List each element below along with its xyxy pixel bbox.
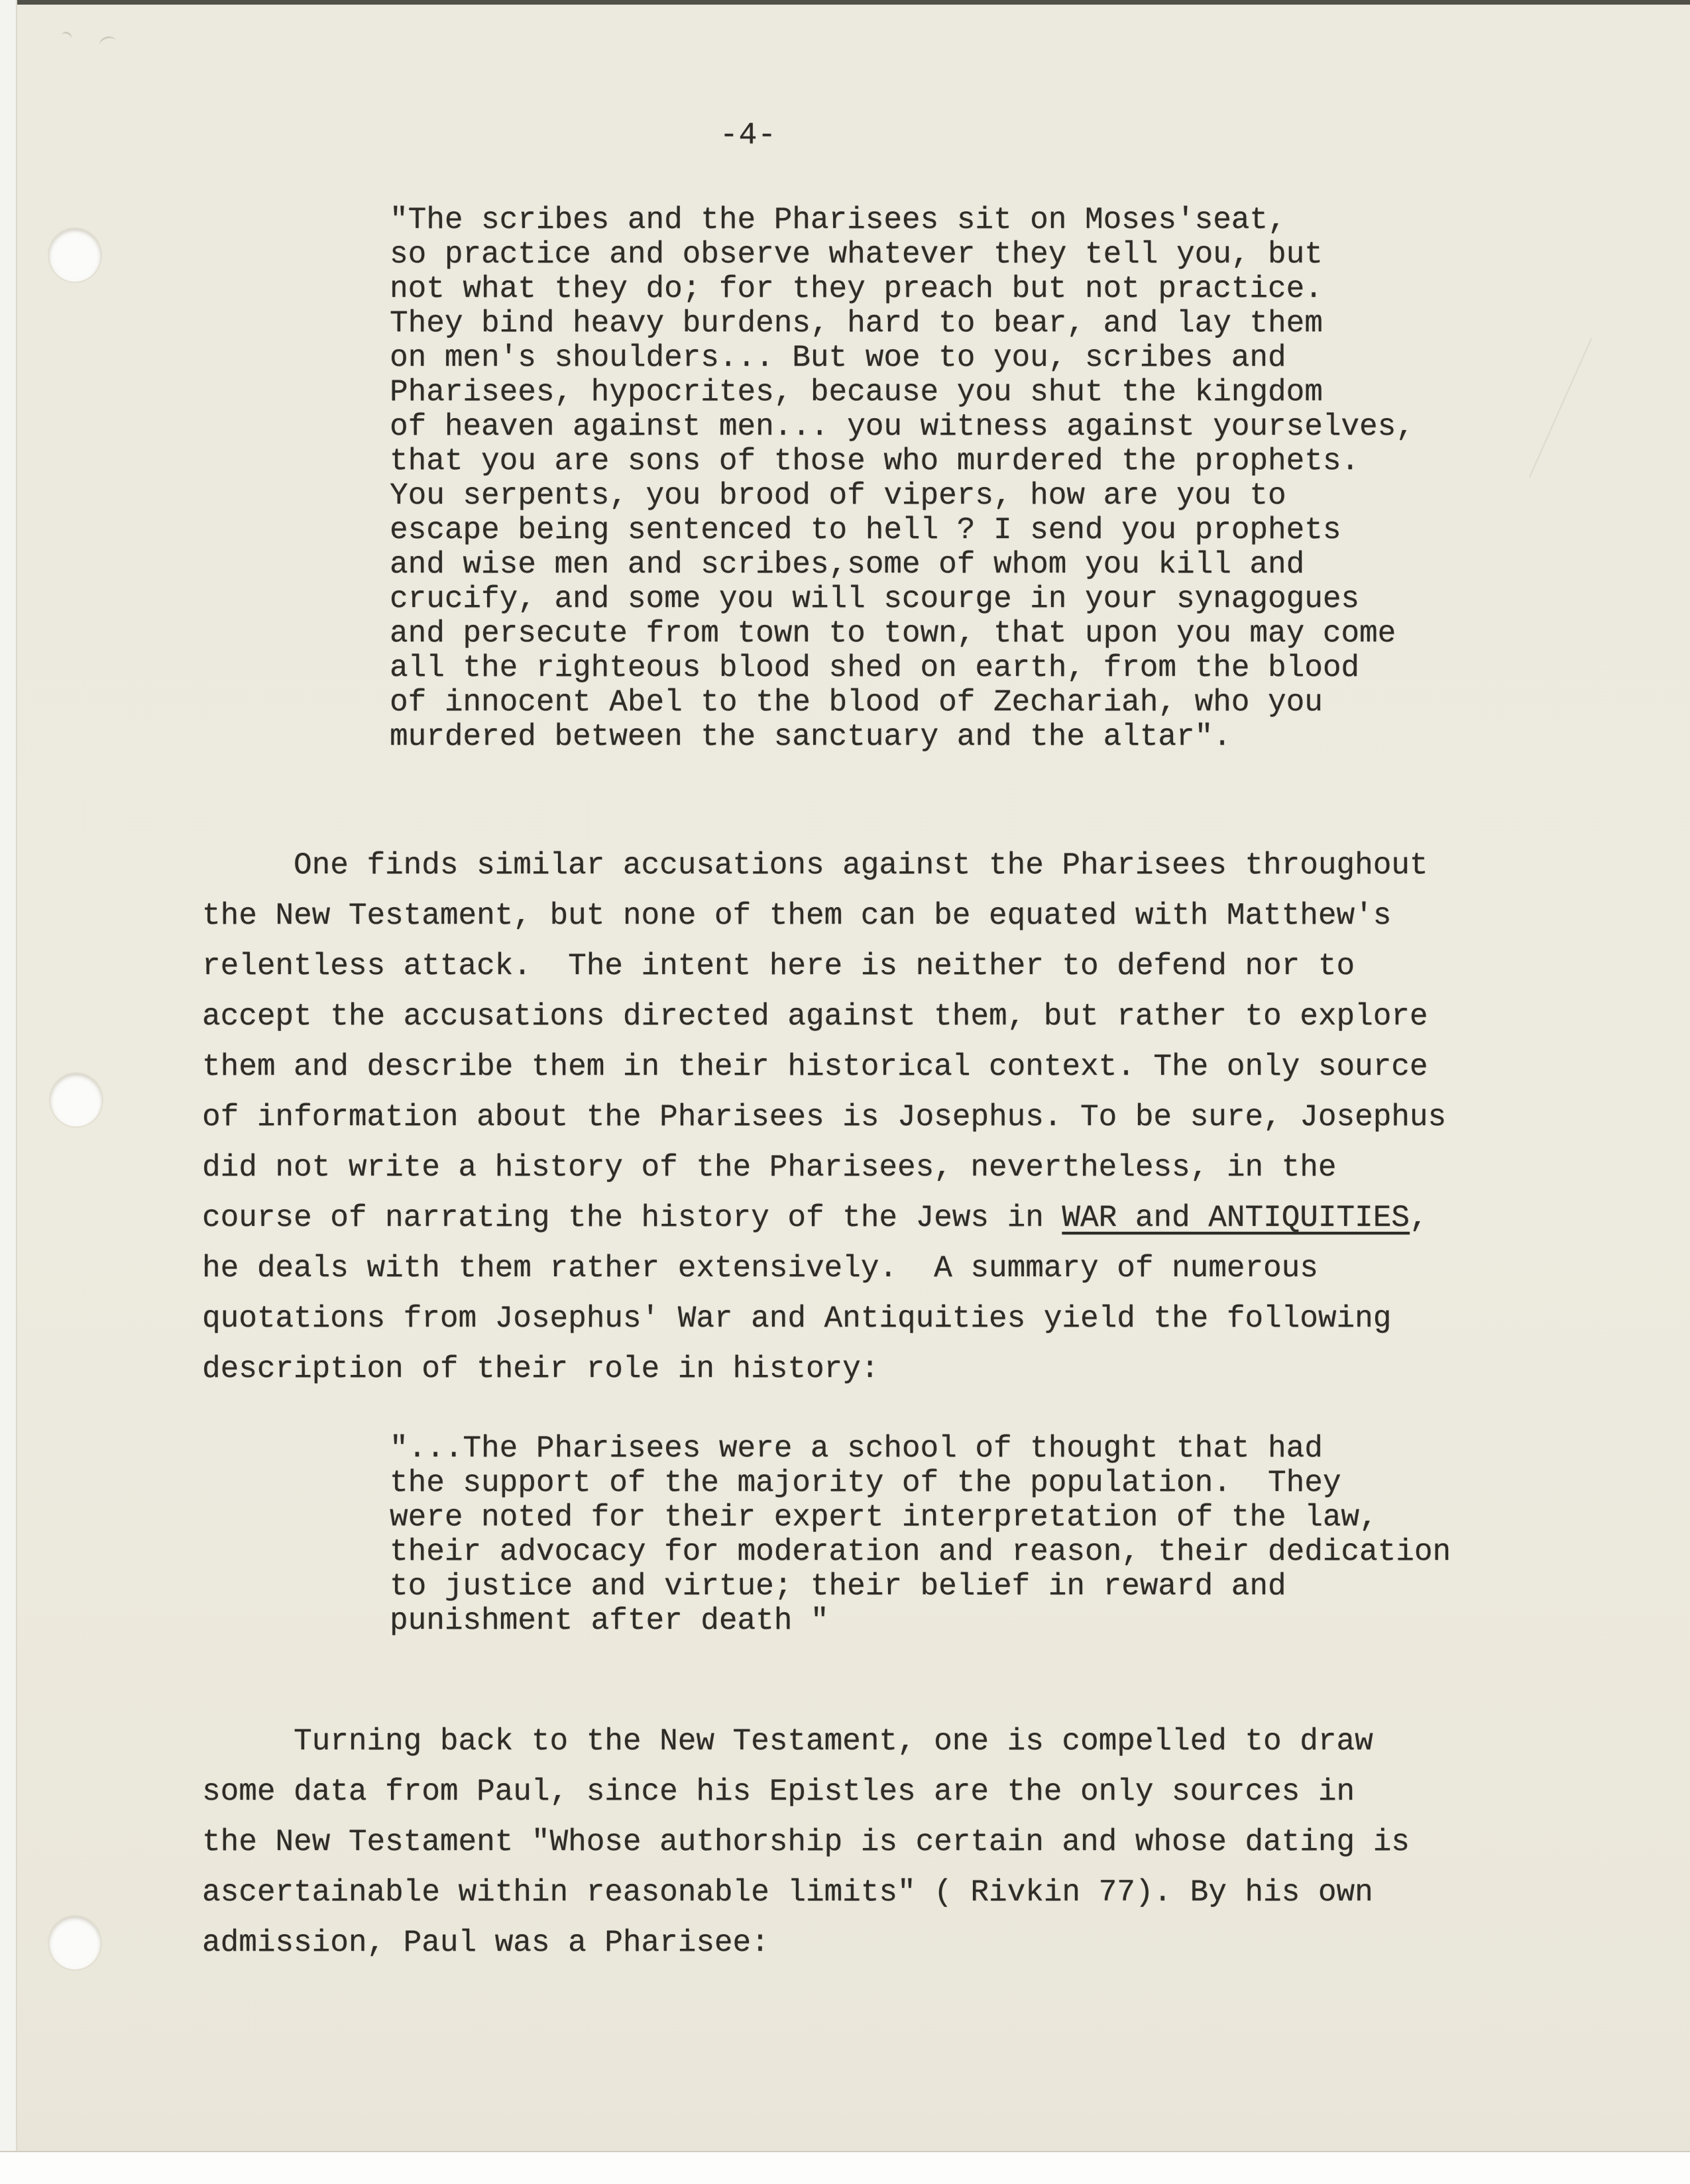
quote-line: their advocacy for moderation and reason, their dedication xyxy=(390,1535,1451,1569)
blockquote-josephus-summary xyxy=(390,1431,1451,1638)
paragraph-line: quotations from Josephus' War and Antiquities yield the following xyxy=(202,1301,1392,1336)
paragraph-line: them and describe them in their historical context. The only source xyxy=(202,1050,1428,1084)
quote-line: the support of the majority of the population. They xyxy=(390,1466,1341,1500)
punch-hole xyxy=(49,229,101,282)
paragraph-accusations-context xyxy=(202,840,1446,1394)
paragraph-line: relentless attack. The intent here is neither to defend nor to xyxy=(202,949,1355,983)
paragraph-line: the New Testament, but none of them can be equated with Matthew's xyxy=(202,899,1392,933)
paragraph-line: description of their role in history: xyxy=(202,1352,879,1386)
paragraph-line: admission, Paul was a Pharisee: xyxy=(202,1926,769,1960)
quote-line: to justice and virtue; their belief in reward and xyxy=(390,1569,1286,1604)
paragraph-line: some data from Paul, since his Epistles are the only sources in xyxy=(202,1774,1355,1809)
paragraph-line: of information about the Pharisees is Josephus. To be sure, Josephus xyxy=(202,1100,1447,1134)
quote-line: not what they do; for they preach but not practice. xyxy=(390,272,1323,306)
quote-line: crucify, and some you will scourge in your synagogues xyxy=(390,582,1360,616)
quote-line: so practice and observe whatever they tell you, but xyxy=(390,237,1323,272)
quote-line: They bind heavy burdens, hard to bear, and lay them xyxy=(390,306,1323,341)
quote-line: "The scribes and the Pharisees sit on Moses'seat, xyxy=(390,203,1286,237)
paragraph-line: the New Testament "Whose authorship is certain and whose dating is xyxy=(202,1825,1410,1859)
quote-line: were noted for their expert interpretation of the law, xyxy=(390,1500,1378,1535)
quote-line: and persecute from town to town, that upon you may come xyxy=(390,616,1396,651)
quote-line: "...The Pharisees were a school of thought that had xyxy=(390,1431,1323,1466)
paragraph-line-with-underline xyxy=(202,1193,1446,1243)
quote-line: and wise men and scribes,some of whom you kill and xyxy=(390,547,1305,582)
paragraph-line: Turning back to the New Testament, one is compelled to draw xyxy=(202,1724,1373,1759)
quote-line: punishment after death " xyxy=(390,1604,829,1638)
line-text: course of narrating the history of the Jews in xyxy=(202,1201,1062,1235)
punch-hole xyxy=(49,1916,101,1969)
quote-line: of heaven against men... you witness against yourselves, xyxy=(390,410,1414,444)
line-text: , xyxy=(1409,1201,1428,1235)
scan-left-edge xyxy=(0,0,17,2184)
quote-line: on men's shoulders... But woe to you, scribes and xyxy=(390,341,1286,375)
paper-crease xyxy=(1438,298,1592,478)
quote-line: that you are sons of those who murdered the prophets. xyxy=(390,444,1360,478)
paragraph-line: ascertainable within reasonable limits" ( Rivkin 77). By his own xyxy=(202,1875,1373,1910)
quote-line: murdered between the sanctuary and the altar". xyxy=(390,720,1231,754)
smudge-mark xyxy=(60,30,73,44)
smudge-mark xyxy=(98,34,119,52)
quote-line: all the righteous blood shed on earth, from the blood xyxy=(390,651,1360,685)
paragraph-line: One finds similar accusations against the Pharisees throughout xyxy=(202,848,1428,883)
quote-line: of innocent Abel to the blood of Zechariah, who you xyxy=(390,685,1323,720)
scan-bottom-edge xyxy=(0,2151,1690,2184)
quote-line: You serpents, you brood of vipers, how are you to xyxy=(390,478,1286,513)
paragraph-line: did not write a history of the Pharisees, nevertheless, in the xyxy=(202,1150,1337,1185)
paragraph-line: he deals with them rather extensively. A summary of numerous xyxy=(202,1251,1318,1285)
quote-line: Pharisees, hypocrites, because you shut the kingdom xyxy=(390,375,1323,410)
punch-hole xyxy=(50,1073,102,1126)
paragraph-paul-epistles xyxy=(202,1716,1410,1968)
scan-top-edge xyxy=(0,0,1690,5)
underlined-book-titles: WAR and ANTIQUITIES xyxy=(1062,1201,1410,1235)
quote-line: escape being sentenced to hell ? I send you prophets xyxy=(390,513,1341,547)
paragraph-line: accept the accusations directed against them, but rather to explore xyxy=(202,999,1428,1034)
page-number: -4- xyxy=(720,118,777,152)
blockquote-matthew-accusation xyxy=(390,203,1414,754)
